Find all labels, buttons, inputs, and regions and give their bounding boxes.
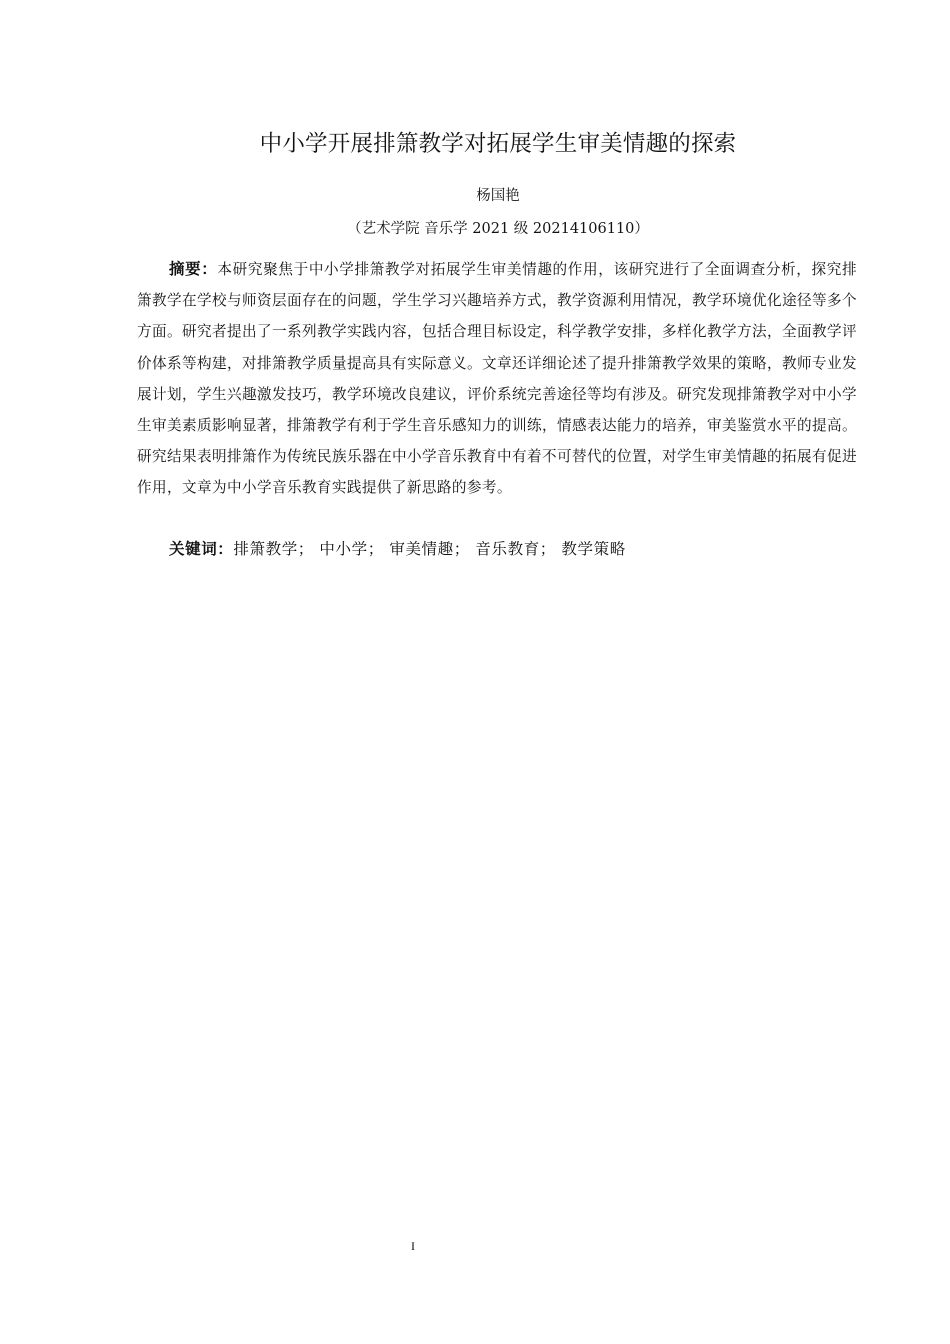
keywords-text: 排箫教学； 中小学； 审美情趣； 音乐教育； 教学策略 <box>233 540 626 558</box>
paper-title: 中小学开展排箫教学对拓展学生审美情趣的探索 <box>259 131 737 157</box>
abstract-paragraph <box>137 254 857 504</box>
author-name: 杨国艳 <box>476 188 520 204</box>
abstract-label: 摘要： <box>169 260 218 278</box>
abstract-text: 本研究聚焦于中小学排箫教学对拓展学生审美情趣的作用，该研究进行了全面调查分析，探究排箫教学在学校与师资层面存在的问题，学生学习兴趣培养方式，教学资源利用情况，教学环境优化途径等多个方面。研究者提出了一系列教学实践内容，包括合理目标设定，科学教学安排，多样化教学方法，全面教学评价体系等构建，对排箫教学质量提高具有实际意义。文章还详细论述了提升排箫教学效果的策略，教师专业发展计划，学生兴趣激发技巧，教学环境改良建议，评价系统完善途径等均有涉及。研究发现排箫教学对中小学生审美素质影响显著，排箫教学有利于学生音乐感知力的训练，情感表达能力的培养，审美鉴赏水平的提高。研究结果表明排箫作为传统民族乐器在中小学音乐教育中有着不可替代的位置，对学生审美情趣的拓展有促进作用，文章为中小学音乐教育实践提供了新思路的参考。 <box>137 261 857 497</box>
page-number: I <box>411 1239 415 1253</box>
keywords-label: 关键词： <box>169 540 234 558</box>
keywords-line <box>169 534 859 565</box>
author-affiliation: （艺术学院 音乐学 2021 级 20214106110） <box>347 221 649 237</box>
